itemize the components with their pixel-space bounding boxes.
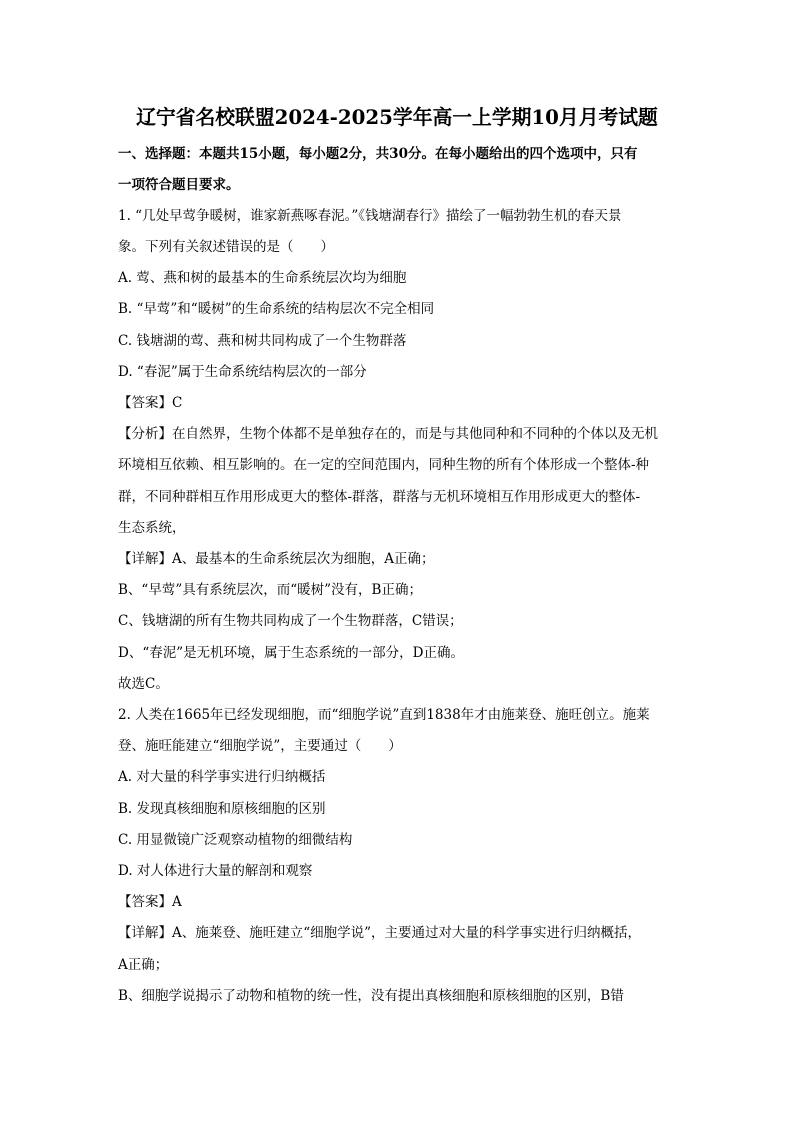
q1-answer: 【答案】C bbox=[118, 395, 183, 411]
q2-option-c: C. 用显微镜广泛观察动植物的细微结构 bbox=[118, 832, 353, 848]
q1-detail-line-3: C、钱塘湖的所有生物共同构成了一个生物群落，C错误； bbox=[118, 613, 463, 629]
q1-stem-line-1: 1. “几处早莺争暖树，谁家新燕啄春泥。”《钱塘湖春行》描绘了一幅勃勃生机的春天景 bbox=[118, 208, 622, 224]
q1-option-d: D. “春泥”属于生命系统结构层次的一部分 bbox=[118, 364, 367, 380]
q1-analysis-line-2: 环境相互依赖、相互影响的。在一定的空间范围内，同种生物的所有个体形成一个整体-种 bbox=[118, 457, 650, 473]
q1-detail-line-4: D、“春泥”是无机环境，属于生态系统的一部分，D正确。 bbox=[118, 645, 464, 661]
q2-detail-line-1: 【详解】A、施莱登、施旺建立“细胞学说”，主要通过对大量的科学事实进行归纳概括， bbox=[118, 925, 642, 941]
q2-option-b: B. 发现真核细胞和原核细胞的区别 bbox=[118, 801, 326, 817]
q2-stem-line-1: 2. 人类在1665年已经发现细胞，而“细胞学说”直到1838年才由施莱登、施旺创立。施莱 bbox=[118, 707, 650, 723]
q1-analysis-line-1: 【分析】在自然界，生物个体都不是单独存在的，而是与其他同种和不同种的个体以及无机 bbox=[118, 426, 658, 442]
q2-detail-line-2: A正确； bbox=[118, 957, 169, 973]
q1-detail-line-2: B、“早莺”具有系统层次，而“暖树”没有，B正确； bbox=[118, 582, 422, 598]
q1-detail-line-5: 故选C。 bbox=[118, 676, 169, 692]
q2-option-a: A. 对大量的科学事实进行归纳概括 bbox=[118, 769, 326, 785]
q2-stem-line-2: 登、施旺能建立“细胞学说”，主要通过（ ） bbox=[118, 738, 402, 754]
q1-stem-line-2: 象。下列有关叙述错误的是（ ） bbox=[118, 239, 334, 255]
q1-analysis-line-4: 生态系统， bbox=[118, 520, 186, 536]
q1-option-a: A. 莺、燕和树的最基本的生命系统层次均为细胞 bbox=[118, 270, 407, 286]
q1-analysis-line-3: 群，不同种群相互作用形成更大的整体-群落，群落与无机环境相互作用形成更大的整体- bbox=[118, 489, 641, 505]
q2-detail-line-3: B、细胞学说揭示了动物和植物的统一性，没有提出真核细胞和原核细胞的区别，B错 bbox=[118, 988, 624, 1004]
q2-answer: 【答案】A bbox=[118, 894, 182, 910]
q1-option-c: C. 钱塘湖的莺、燕和树共同构成了一个生物群落 bbox=[118, 333, 407, 349]
page-title: 辽宁省名校联盟2024-2025学年高一上学期10月月考试题 bbox=[136, 105, 658, 129]
section-heading-line-2: 一项符合题目要求。 bbox=[118, 177, 240, 193]
section-heading-line-1: 一、选择题：本题共15小题，每小题2分，共30分。在每小题给出的四个选项中，只有 bbox=[118, 146, 638, 162]
q1-option-b: B. “早莺”和“暖树”的生命系统的结构层次不完全相同 bbox=[118, 301, 435, 317]
q1-detail-line-1: 【详解】A、最基本的生命系统层次为细胞，A正确； bbox=[118, 551, 435, 567]
q2-option-d: D. 对人体进行大量的解剖和观察 bbox=[118, 863, 313, 879]
